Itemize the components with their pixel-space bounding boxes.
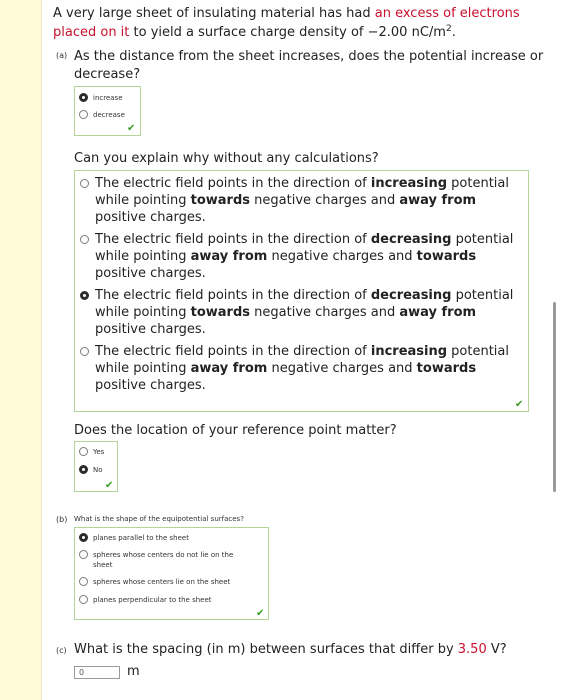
option-no[interactable]: No: [79, 465, 103, 475]
part-c-question: What is the spacing (in m) between surfaces that differ by 3.50 V?: [74, 642, 507, 657]
part-b-label: (b): [56, 515, 68, 524]
check-icon: ✔: [127, 123, 136, 134]
radio-button[interactable]: [79, 595, 88, 604]
highlighted-phrase: an excess of electrons placed on it: [53, 6, 520, 40]
option-yes[interactable]: Yes: [79, 447, 104, 457]
part-a-question: As the distance from the sheet increases, does the potential increase or decrease?: [74, 49, 544, 82]
radio-button[interactable]: [80, 347, 89, 356]
explanation-option-3[interactable]: The electric field points in the direction of decreasing potential while pointing towards negative charges and away from positive charges.: [80, 287, 520, 338]
margin-divider: [41, 0, 42, 700]
radio-button[interactable]: [80, 179, 89, 188]
part-a-label: (a): [56, 51, 68, 60]
answer-input[interactable]: 0: [74, 666, 120, 679]
scrollbar-thumb[interactable]: [553, 302, 556, 492]
radio-button[interactable]: [79, 93, 88, 102]
option-increase[interactable]: increase: [79, 93, 123, 103]
part-c-label: (c): [56, 646, 67, 655]
reference-prompt: Does the location of your reference point matter?: [74, 423, 397, 438]
highlighted-value: 3.50: [457, 642, 487, 657]
problem-statement: A very large sheet of insulating material has had an excess of electrons placed on it to yield a surface charge density of −2.00 $nC/m^2$.: [53, 6, 520, 40]
radio-button[interactable]: [79, 465, 88, 474]
radio-button[interactable]: [80, 235, 89, 244]
radio-button[interactable]: [79, 577, 88, 586]
option-planes-parallel[interactable]: planes parallel to the sheet: [79, 533, 189, 543]
left-margin-bar: [0, 0, 41, 700]
radio-button[interactable]: [79, 447, 88, 456]
check-icon: ✔: [105, 480, 114, 491]
radio-button[interactable]: [79, 550, 88, 559]
option-decrease[interactable]: decrease: [79, 110, 125, 120]
option-planes-perpendicular[interactable]: planes perpendicular to the sheet: [79, 595, 212, 605]
explanation-option-2[interactable]: The electric field points in the direction of decreasing potential while pointing away from negative charges and towards positive charges.: [80, 231, 520, 282]
unit-label: m: [127, 664, 140, 679]
check-icon: ✔: [256, 608, 265, 619]
part-b-question: What is the shape of the equipotential surfaces?: [74, 515, 244, 523]
explanation-option-1[interactable]: The electric field points in the direction of increasing potential while pointing towards negative charges and away from positive charges.: [80, 175, 520, 226]
radio-button[interactable]: [79, 533, 88, 542]
option-spheres-off-sheet[interactable]: spheres whose centers do not lie on the sheet: [79, 550, 254, 570]
option-spheres-on-sheet[interactable]: spheres whose centers lie on the sheet: [79, 577, 230, 587]
radio-button[interactable]: [79, 110, 88, 119]
explanation-option-4[interactable]: The electric field points in the direction of increasing potential while pointing away from negative charges and towards positive charges.: [80, 343, 520, 394]
explain-prompt: Can you explain why without any calculations?: [74, 151, 379, 166]
radio-button[interactable]: [80, 291, 89, 300]
check-icon: ✔: [515, 399, 524, 410]
